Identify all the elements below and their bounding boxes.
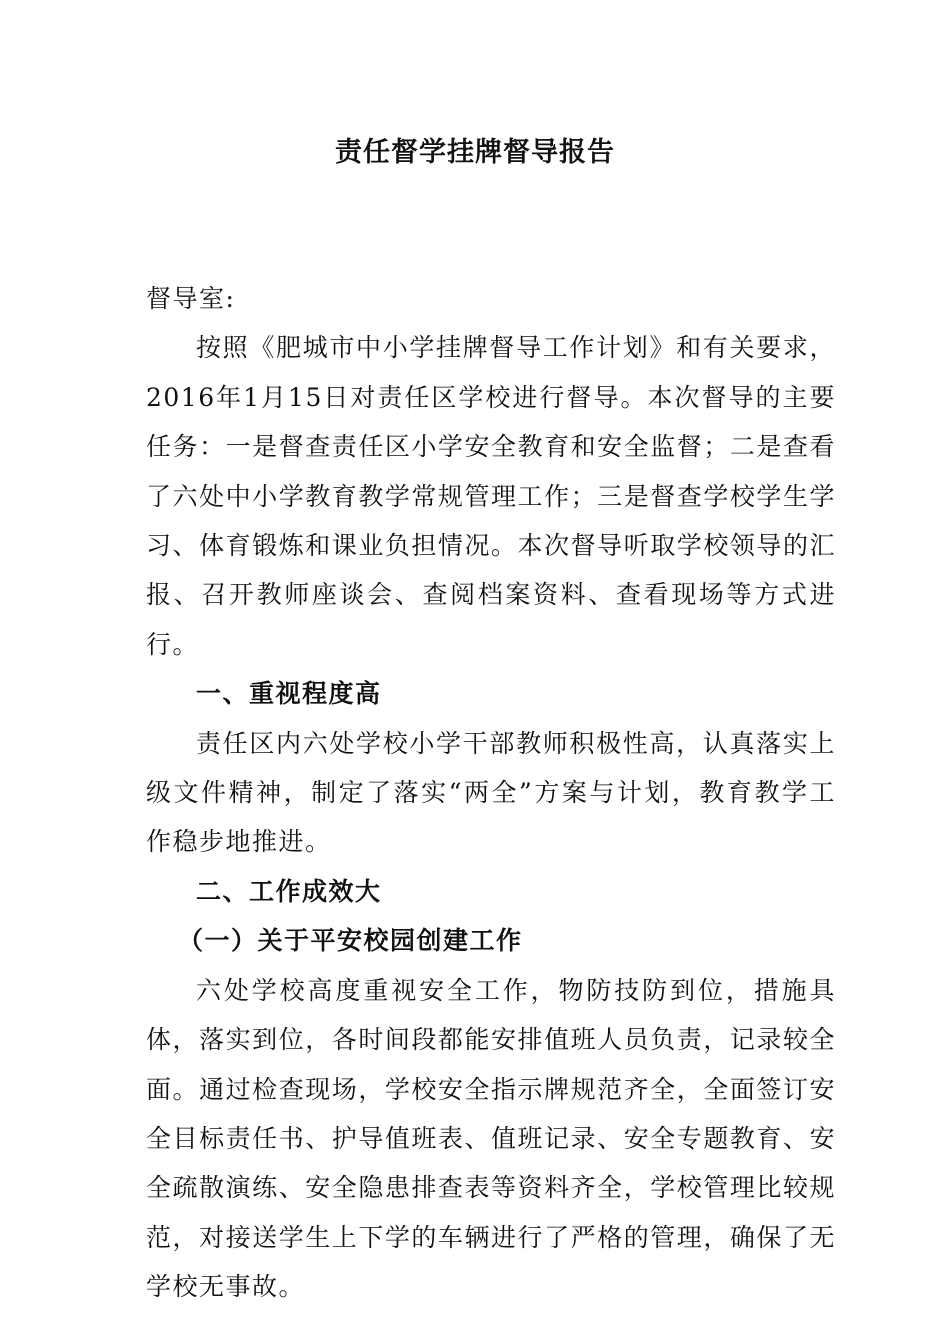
- document-body: [146, 274, 836, 1312]
- section-1-heading: 一、重视程度高: [196, 679, 382, 709]
- section-2-sub-1-paragraph: 六处学校高度重视安全工作，物防技防到位，措施具体，落实到位，各时间段都能安排值班人员负责，记录较全面。通过检查现场，学校安全指示牌规范齐全，全面签订安全目标责任书、护导值班表、值班记录、安全专题教育、安全疏散演练、安全隐患排查表等资料齐全，学校管理比较规范，对接送学生上下学的车辆进行了严格的管理，确保了无学校无事故。: [146, 975, 836, 1302]
- section-2-heading: 二、工作成效大: [196, 876, 382, 906]
- document-title: 责任督学挂牌督导报告: [335, 137, 615, 168]
- salutation: 督导室:: [146, 284, 236, 313]
- section-2-subheading-1: （一）关于平安校园创建工作: [178, 926, 523, 956]
- section-1-paragraph: 责任区内六处学校小学干部教师积极性高，认真落实上级文件精神，制定了落实“两全”方案与计划，教育教学工作稳步地推进。: [146, 728, 836, 857]
- intro-paragraph: 按照《肥城市中小学挂牌督导工作计划》和有关要求，2016年1月15日对责任区学校进行督导。本次督导的主要任务：一是督查责任区小学安全教育和安全监督；二是查看了六处中小学教育教学常规管理工作；三是督查学校学生学习、体育锻炼和课业负担情况。本次督导听取学校领导的汇报、召开教师座谈会、查阅档案资料、查看现场等方式进行。: [146, 333, 836, 659]
